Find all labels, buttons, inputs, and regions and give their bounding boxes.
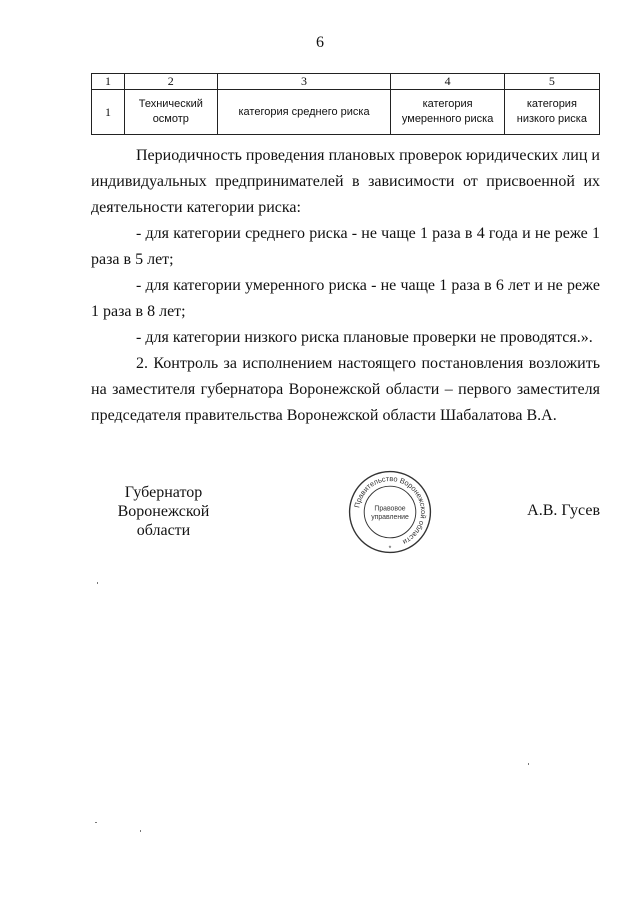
- signatory-title-line: Губернатор: [124, 484, 203, 501]
- scan-speck: [140, 830, 141, 832]
- table-row: [92, 90, 600, 135]
- cell-line: категория: [422, 98, 473, 110]
- signature-block: [91, 473, 600, 573]
- table-cell-moderate-risk: [391, 90, 504, 135]
- risk-category-table: [91, 73, 600, 135]
- table-header-cell: 3: [217, 74, 391, 90]
- paragraph-periodicity: Периодичность проведения плановых проверок юридических лиц и индивидуальных предпринимателей в зависимости от присвоенной их деятельности категории риска:: [91, 147, 600, 216]
- table-cell-number: 1: [92, 90, 125, 135]
- page-number: 6: [316, 34, 324, 51]
- paragraph-moderate-risk: - для категории умеренного риска - не чаще 1 раза в 6 лет и не реже 1 раза в 8 лет;: [91, 277, 600, 320]
- signatory-title-line: Воронежской области: [117, 503, 210, 539]
- cell-line: Технический: [138, 98, 203, 110]
- cell-line: осмотр: [152, 113, 189, 125]
- signatory-name: А.В. Гусев: [527, 502, 600, 519]
- scan-speck: [528, 763, 529, 765]
- scan-speck: [95, 822, 97, 823]
- seal-inner-line: Правовое: [374, 505, 406, 513]
- table-header-row: [92, 74, 600, 90]
- table-cell-medium-risk: категория среднего риска: [217, 90, 391, 135]
- table-header-cell: 5: [504, 74, 599, 90]
- seal-stamp-icon: [347, 469, 433, 555]
- paragraph-medium-risk: - для категории среднего риска - не чаще 1 раза в 4 года и не реже 1 раза в 5 лет;: [91, 225, 600, 268]
- scan-speck: [97, 582, 98, 584]
- document-body: [91, 143, 600, 429]
- table-cell-inspection-type: [124, 90, 217, 135]
- table-header-cell: 4: [391, 74, 504, 90]
- signatory-title: [91, 483, 236, 540]
- cell-line: умеренного риска: [401, 113, 494, 125]
- paragraph-low-risk: - для категории низкого риска плановые проверки не проводятся.».: [136, 329, 593, 346]
- table-cell-low-risk: [504, 90, 599, 135]
- cell-line: категория: [526, 98, 577, 110]
- paragraph-control: 2. Контроль за исполнением настоящего постановления возложить на заместителя губернатора Воронежской области – первого заместителя председателя правительства Воронежской области Шабалатова В.А.: [91, 355, 600, 424]
- table-header-cell: 2: [124, 74, 217, 90]
- cell-line: низкого риска: [516, 113, 587, 125]
- seal-outer-text: Правительство Воронежской области: [352, 473, 428, 547]
- seal-inner-line: управление: [371, 513, 409, 521]
- seal-star: *: [388, 545, 392, 553]
- table-header-cell: 1: [92, 74, 125, 90]
